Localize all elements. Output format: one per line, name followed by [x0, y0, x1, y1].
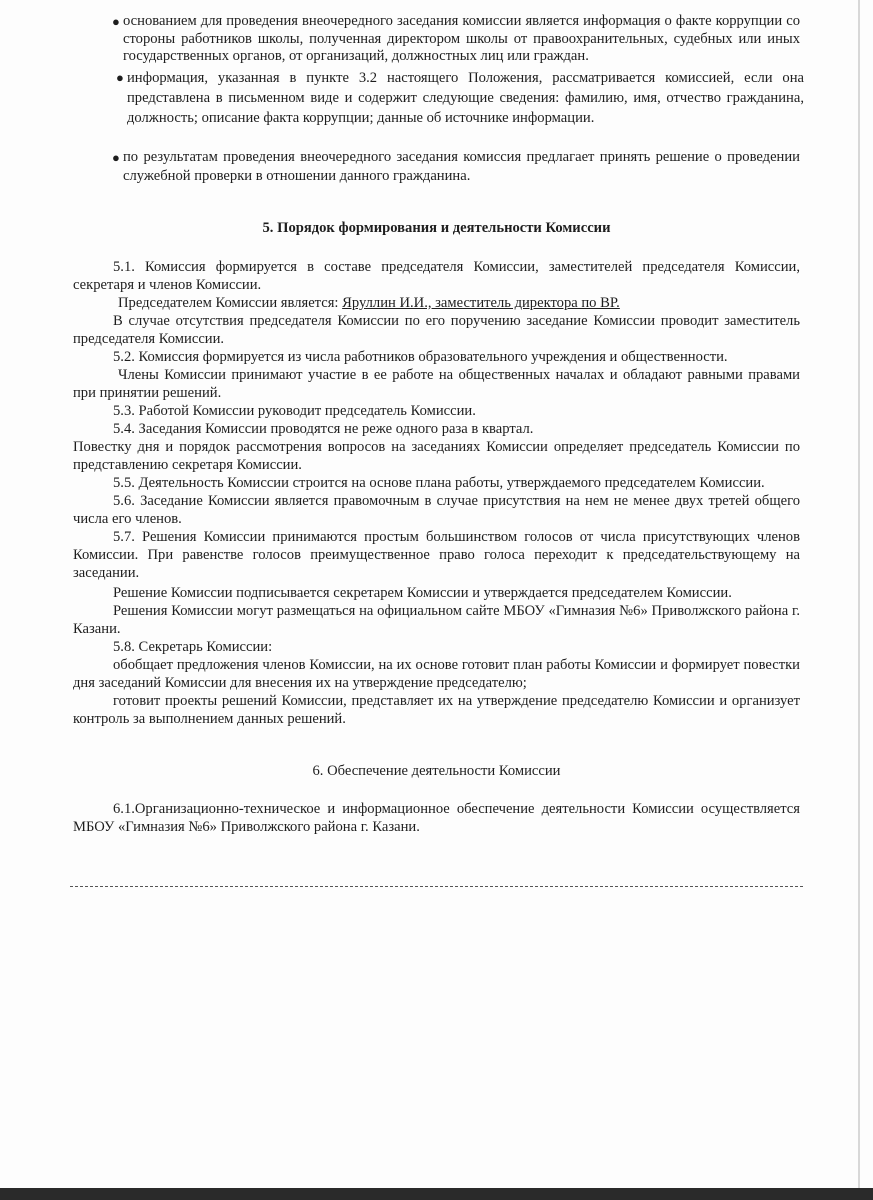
chairman-label: Председателем Комиссии является: [118, 295, 343, 311]
divider-line [70, 886, 803, 887]
paragraph: Решение Комиссии подписывается секретарем Комиссии и утверждается председателем Комиссии. [113, 585, 732, 601]
scan-edge-shadow [858, 0, 860, 1190]
section-5-body [73, 258, 800, 728]
paragraph: 5.7. Решения Комиссии принимаются простым большинством голосов от числа присутствующих членов Комиссии. При равенстве голосов преимущественное право голоса переходит к председательствующему на заседании. [73, 529, 800, 581]
paragraph: 5.3. Работой Комиссии руководит председатель Комиссии. [113, 403, 476, 419]
paragraph: Решения Комиссии могут размещаться на официальном сайте МБОУ «Гимназия №6» Приволжского района г. Казани. [73, 603, 800, 637]
chairman-paragraph [73, 294, 800, 312]
bullet-icon: ● [116, 70, 124, 85]
paragraph: готовит проекты решений Комиссии, представляет их на утверждение председателю Комиссии и организует контроль за выполнением данных решений. [73, 693, 800, 727]
paragraph: 5.5. Деятельность Комиссии строится на основе плана работы, утверждаемого председателем Комиссии. [113, 475, 765, 491]
paragraph: 5.6. Заседание Комиссии является правомочным в случае присутствия на нем не менее двух третей общего числа его членов. [73, 493, 800, 527]
bullet-text: информация, указанная в пункте 3.2 настоящего Положения, рассматривается комиссией, если она представлена в письменном виде и содержит следующие сведения: фамилию, имя, отчество гражданина, должность; описание факта коррупции; данные об источнике информации. [127, 70, 804, 126]
paragraph: В случае отсутствия председателя Комиссии по его поручению заседание Комиссии проводит заместитель председателя Комиссии. [73, 313, 800, 347]
paragraph: 6.1.Организационно-техническое и информационное обеспечение деятельности Комиссии осуществляется МБОУ «Гимназия №6» Приволжского района г. Казани. [73, 801, 800, 835]
section-6-heading: 6. Обеспечение деятельности Комиссии [312, 763, 561, 779]
section-5-heading: 5. Порядок формирования и деятельности Комиссии [262, 220, 611, 236]
bullet-icon: ● [112, 150, 120, 165]
paragraph: 5.4. Заседания Комиссии проводятся не реже одного раза в квартал. [113, 421, 534, 437]
scan-bottom-border [0, 1188, 873, 1200]
bullet-text: основанием для проведения внеочередного заседания комиссии является информация о факте коррупции со стороны работников школы, полученная директором школы от правоохранительных, судебных или иных государственных органов, от организаций, должностных лиц или граждан. [123, 13, 800, 64]
bullet-item [100, 148, 800, 186]
bullet-item [104, 68, 804, 128]
paragraph: Повестку дня и порядок рассмотрения вопросов на заседаниях Комиссии определяет председатель Комиссии по представлению секретаря Комиссии. [73, 439, 800, 473]
paragraph: 5.2. Комиссия формируется из числа работников образовательного учреждения и общественности. [113, 349, 728, 365]
paragraph: обобщает предложения членов Комиссии, на их основе готовит план работы Комиссии и формирует повестки дня заседаний Комиссии для внесения их на утверждение председателю; [73, 657, 800, 691]
paragraph: 5.8. Секретарь Комиссии: [113, 639, 273, 655]
bullet-icon: ● [112, 14, 120, 29]
paragraph: 5.1. Комиссия формируется в составе председателя Комиссии, заместителей председателя Комиссии, секретаря и членов Комиссии. [73, 259, 800, 293]
chairman-name: Яруллин И.И., заместитель директора по ВР. [342, 295, 620, 311]
bullet-text: по результатам проведения внеочередного заседания комиссия предлагает принять решение о проведении служебной проверки в отношении данного гражданина. [123, 149, 800, 184]
bullet-item [100, 13, 800, 66]
paragraph: Члены Комиссии принимают участие в ее работе на общественных началах и обладают равными правами при принятии решений. [73, 367, 800, 401]
